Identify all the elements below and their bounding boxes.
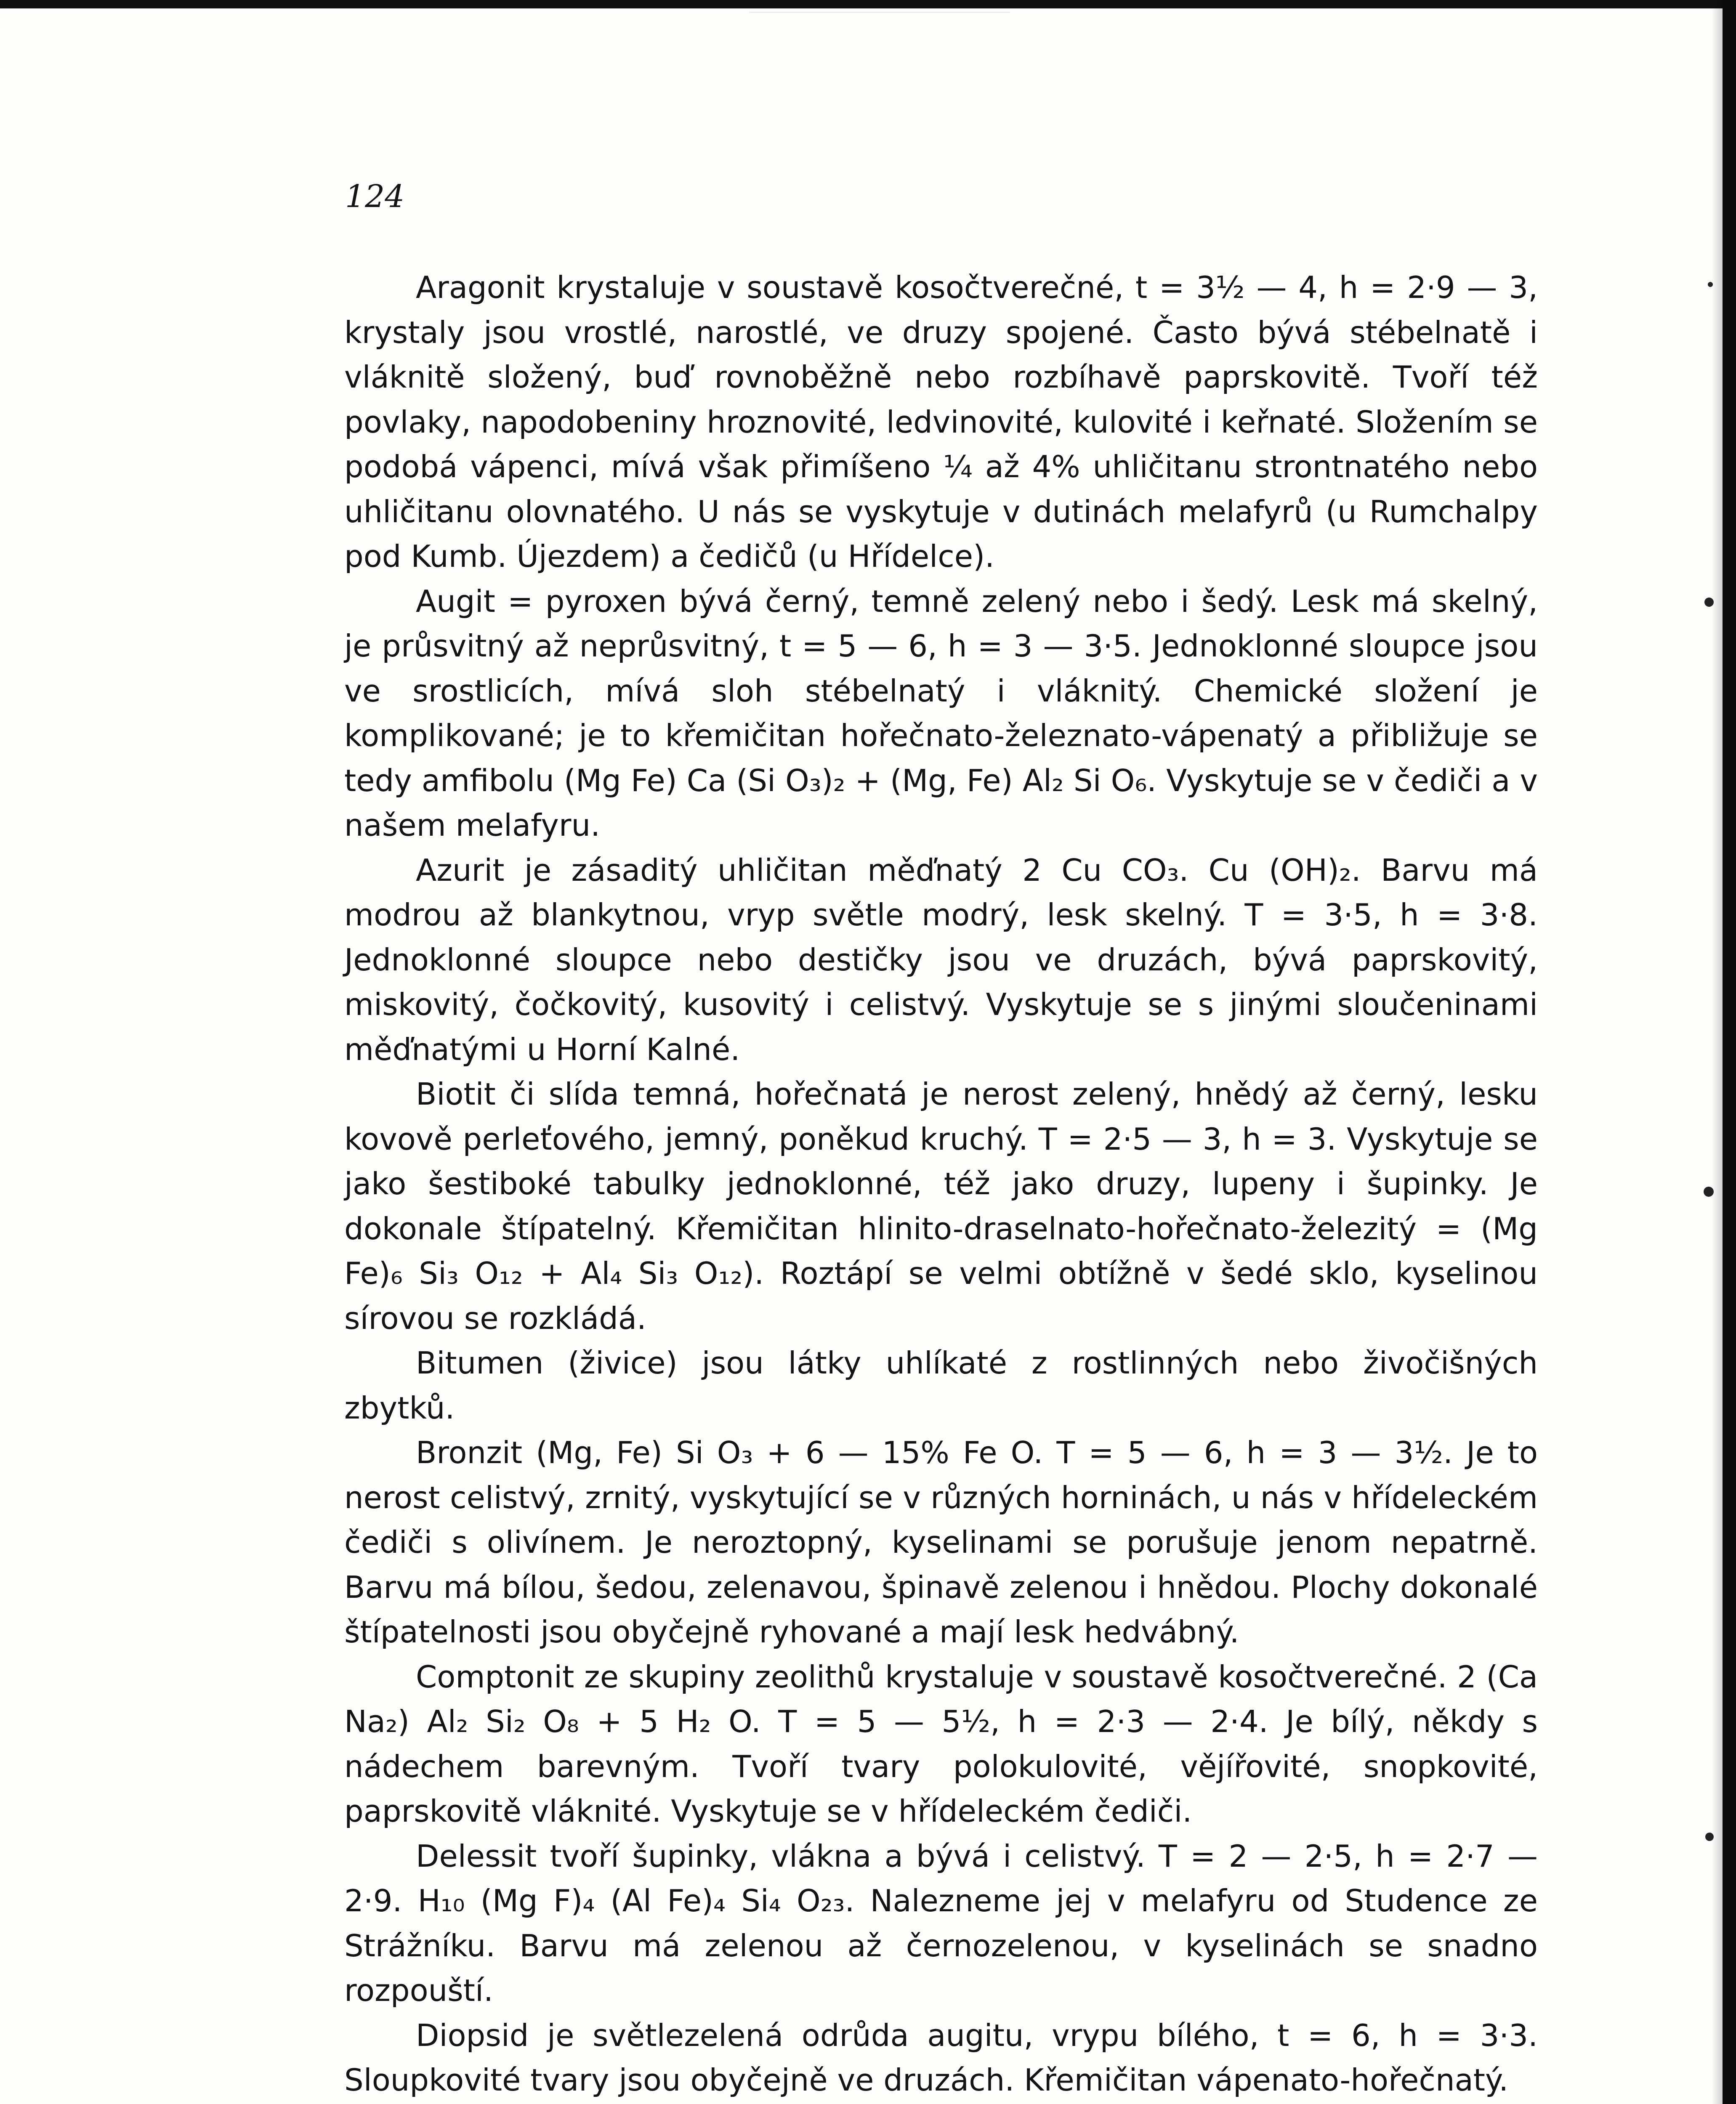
paragraph-biotit: Biotit či slída temná, hořečnatá je nerost zelený, hnědý až černý, lesku kovově perleťového, jemný, poněkud kruchý. T = 2·5 — 3, h = 3. Vyskytuje se jako šestiboké tabulky jednoklonné, též jako druzy, lupeny i šupinky. Je dokonale štípatelný. Křemičitan hlinito-draselnato-hořečnato-železitý = (Mg Fe)₆ Si₃ O₁₂ + Al₄ Si₃ O₁₂). Roztápí se velmi obtížně v šedé sklo, kyselinou sírovou se rozkládá.	[344, 1076, 1538, 1336]
paragraph-augit: Augit = pyroxen bývá černý, temně zelený nebo i šedý. Lesk má skelný, je průsvitný až neprůsvitný, t = 5 — 6, h = 3 — 3·5. Jednoklonné sloupce jsou ve srostlicích, mívá sloh stébelnatý i vláknitý. Chemické složení je komplikované; je to křemičitan hořečnato-železnato-vápenatý a přibližuje se tedy amfibolu (Mg Fe) Ca (Si O₃)₂ + (Mg, Fe) Al₂ Si O₆. Vyskytuje se v čediči a v našem melafyru.	[344, 583, 1538, 843]
scan-top-edge	[0, 0, 1736, 8]
scan-speck	[1705, 1833, 1714, 1841]
scan-right-shadow	[1712, 0, 1723, 2104]
paragraph-comptonit: Comptonit ze skupiny zeolithů krystaluje v soustavě kosočtverečné. 2 (Ca Na₂) Al₂ Si₂ O₈ + 5 H₂ O. T = 5 — 5½, h = 2·3 — 2·4. Je bílý, někdy s nádechem barevným. Tvoří tvary polokulovité, vějířovité, snopkovité, paprskovitě vláknité. Vyskytuje se v hřídeleckém čediči.	[344, 1659, 1538, 1829]
scan-speck	[1704, 598, 1714, 607]
paragraph-bronzit: Bronzit (Mg, Fe) Si O₃ + 6 — 15% Fe O. T = 5 — 6, h = 3 — 3½. Je to nerost celistvý, zrnitý, vyskytující se v různých horninách, u nás v hřídeleckém čediči s olivínem. Je neroztopný, kyselinami se porušuje jenom nepatrně. Barvu má bílou, šedou, zelenavou, špinavě zelenou i hnědou. Plochy dokonalé štípatelnosti jsou obyčejně ryhované a mají lesk hedvábný.	[344, 1435, 1538, 1650]
scan-right-edge	[1723, 0, 1736, 2104]
paragraph-aragonit: Aragonit krystaluje v soustavě kosočtverečné, t = 3½ — 4, h = 2·9 — 3, krystaly jsou vrostlé, narostlé, ve druzy spojené. Často bývá stébelnatě i vláknitě složený, buď rovnoběžně nebo rozbíhavě paprskovitě. Tvoří též povlaky, napodobeniny hroznovité, ledvinovité, kulovité i keřnaté. Složením se podobá vápenci, mívá však přimíšeno ¼ až 4% uhličitanu strontnatého nebo uhličitanu olovnatého. U nás se vyskytuje v dutinách melafyrů (u Rumchalpy pod Kumb. Újezdem) a čedičů (u Hřídelce).	[344, 270, 1538, 574]
paragraph-diopsid: Diopsid je světlezelená odrůda augitu, vrypu bílého, t = 6, h = 3·3. Sloupkovité tvary jsou obyčejně ve druzách. Křemičitan vápenato-hořečnatý.	[344, 2017, 1538, 2098]
body-text	[344, 265, 1538, 2103]
bleed-through-mark	[749, 12, 1010, 59]
scan-speck	[1704, 1187, 1714, 1197]
paragraph-delessit: Delessit tvoří šupinky, vlákna a bývá i celistvý. T = 2 — 2·5, h = 2·7 — 2·9. H₁₀ (Mg F)₄ (Al Fe)₄ Si₄ O₂₃. Nalezneme jej v melafyru od Studence ze Strážníku. Barvu má zelenou až černozelenou, v kyselinách se snadno rozpouští.	[344, 1838, 1538, 2008]
paragraph-bitumen: Bitumen (živice) jsou látky uhlíkaté z rostlinných nebo živočišných zbytků.	[344, 1345, 1538, 1426]
scan-speck	[1708, 282, 1713, 287]
paragraph-azurit: Azurit je zásaditý uhličitan měďnatý 2 Cu CO₃. Cu (OH)₂. Barvu má modrou až blankytnou, vryp světle modrý, lesk skelný. T = 3·5, h = 3·8. Jednoklonné sloupce nebo destičky jsou ve druzách, bývá paprskovitý, miskovitý, čočkovitý, kusovitý i celistvý. Vyskytuje se s jinými sloučeninami měďnatými u Horní Kalné.	[344, 852, 1538, 1067]
page-number: 124	[345, 178, 405, 215]
